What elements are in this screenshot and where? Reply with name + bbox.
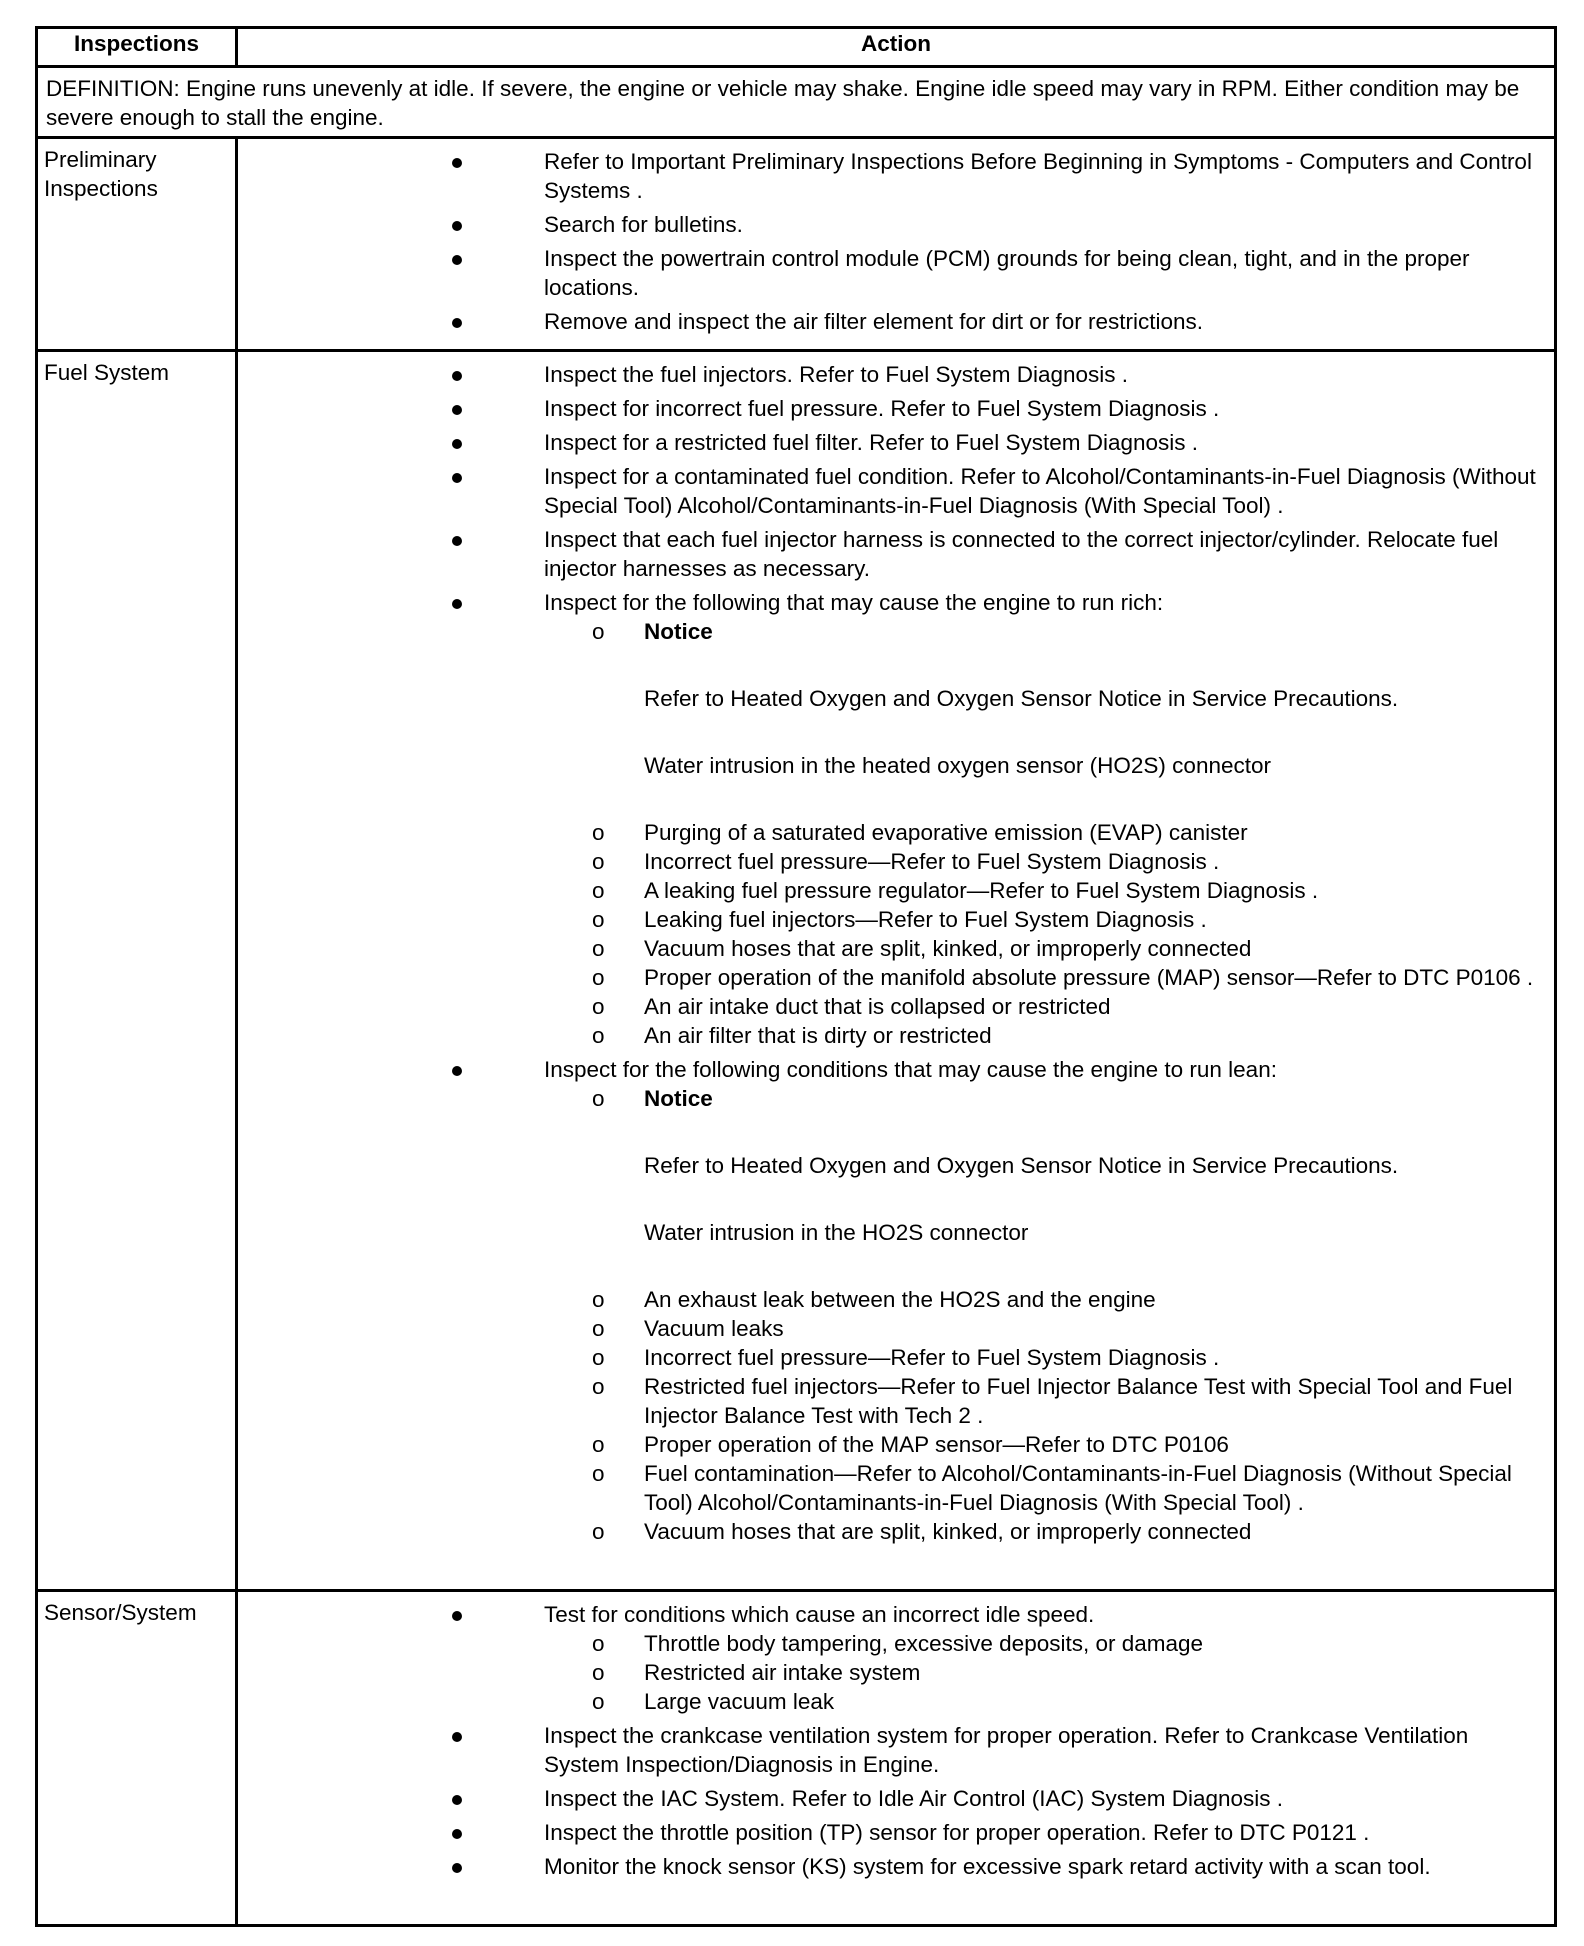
sub-list-rich bbox=[544, 617, 1546, 1050]
sub-list-item: o Incorrect fuel pressure—Refer to Fuel System Diagnosis . bbox=[644, 847, 1546, 876]
notice-item-text: Water intrusion in the heated oxygen sensor (HO2S) connector bbox=[644, 753, 1271, 778]
bullet-list bbox=[238, 360, 1546, 1546]
sub-list-item: o An exhaust leak between the HO2S and the engine bbox=[644, 1285, 1546, 1314]
sub-list-item: o Proper operation of the MAP sensor—Refer to DTC P0106 bbox=[644, 1430, 1546, 1459]
list-item: Inspect for a restricted fuel filter. Refer to Fuel System Diagnosis . bbox=[544, 428, 1546, 457]
notice-item-text: Water intrusion in the HO2S connector bbox=[644, 1220, 1029, 1245]
sub-list-item: o Vacuum hoses that are split, kinked, or improperly connected bbox=[644, 934, 1546, 963]
list-item: Inspect the fuel injectors. Refer to Fuel System Diagnosis . bbox=[544, 360, 1546, 389]
sub-list-item: o An air filter that is dirty or restricted bbox=[644, 1021, 1546, 1050]
notice-text: Refer to Heated Oxygen and Oxygen Sensor Notice in Service Precautions. bbox=[644, 686, 1399, 711]
list-item: Inspect the throttle position (TP) sensor for proper operation. Refer to DTC P0121 . bbox=[544, 1818, 1546, 1847]
table-row bbox=[37, 138, 1556, 351]
bullet-list bbox=[238, 1600, 1546, 1881]
header-action: Action bbox=[237, 28, 1556, 67]
list-item: Inspect that each fuel injector harness is connected to the correct injector/cylinder. Relocate fuel injector harnesses as necessary. bbox=[544, 525, 1546, 583]
list-item: Remove and inspect the air filter element for dirt or for restrictions. bbox=[544, 307, 1546, 336]
sub-list-idle bbox=[544, 1629, 1546, 1716]
list-item: Search for bulletins. bbox=[544, 210, 1546, 239]
row-actions-fuel-system bbox=[237, 351, 1556, 1591]
list-item-idle bbox=[544, 1600, 1546, 1716]
table-row bbox=[37, 1591, 1556, 1926]
sub-list-item: o Restricted air intake system bbox=[644, 1658, 1546, 1687]
definition-text: DEFINITION: Engine runs unevenly at idle. If severe, the engine or vehicle may shake. Engine idle speed may vary in RPM. Either condition may be severe enough to stall the engine. bbox=[37, 67, 1556, 138]
notice-text: Refer to Heated Oxygen and Oxygen Sensor Notice in Service Precautions. bbox=[644, 1153, 1399, 1178]
sub-list-item: o Vacuum leaks bbox=[644, 1314, 1546, 1343]
list-item: Monitor the knock sensor (KS) system for excessive spark retard activity with a scan tool. bbox=[544, 1852, 1546, 1881]
list-item: Inspect the powertrain control module (PCM) grounds for being clean, tight, and in the proper locations. bbox=[544, 244, 1546, 302]
sub-list-item: o Incorrect fuel pressure—Refer to Fuel System Diagnosis . bbox=[644, 1343, 1546, 1372]
sub-list-item: o Vacuum hoses that are split, kinked, or improperly connected bbox=[644, 1517, 1546, 1546]
notice-item bbox=[644, 617, 1546, 780]
header-row bbox=[37, 28, 1556, 67]
notice-item bbox=[644, 1084, 1546, 1247]
sub-list-item: o Restricted fuel injectors—Refer to Fuel Injector Balance Test with Special Tool and Fuel Injector Balance Test with Tech 2 . bbox=[644, 1372, 1546, 1430]
row-label-sensor-system: Sensor/System bbox=[37, 1591, 237, 1926]
definition-row bbox=[37, 67, 1556, 138]
sub-list-item: o Throttle body tampering, excessive deposits, or damage bbox=[644, 1629, 1546, 1658]
list-item: Inspect for incorrect fuel pressure. Refer to Fuel System Diagnosis . bbox=[544, 394, 1546, 423]
sub-list-item: o Leaking fuel injectors—Refer to Fuel System Diagnosis . bbox=[644, 905, 1546, 934]
table-row bbox=[37, 351, 1556, 1591]
list-item-lean bbox=[544, 1055, 1546, 1546]
sub-list-lean bbox=[544, 1084, 1546, 1546]
lean-intro: Inspect for the following conditions that may cause the engine to run lean: bbox=[544, 1057, 1277, 1082]
list-item: Inspect the crankcase ventilation system for proper operation. Refer to Crankcase Ventilation System Inspection/Diagnosis in Engine. bbox=[544, 1721, 1546, 1779]
sub-list-item: o Large vacuum leak bbox=[644, 1687, 1546, 1716]
list-item-rich bbox=[544, 588, 1546, 1050]
rich-intro: Inspect for the following that may cause the engine to run rich: bbox=[544, 590, 1164, 615]
sub-list-item: o A leaking fuel pressure regulator—Refer to Fuel System Diagnosis . bbox=[644, 876, 1546, 905]
diagnostic-table bbox=[35, 26, 1557, 1927]
list-item: Inspect the IAC System. Refer to Idle Air Control (IAC) System Diagnosis . bbox=[544, 1784, 1546, 1813]
list-item: Refer to Important Preliminary Inspections Before Beginning in Symptoms - Computers and Control Systems . bbox=[544, 147, 1546, 205]
row-label-fuel-system: Fuel System bbox=[37, 351, 237, 1591]
list-item: Inspect for a contaminated fuel condition. Refer to Alcohol/Contaminants-in-Fuel Diagnosis (Without Special Tool) Alcohol/Contaminants-in-Fuel Diagnosis (With Special Tool) . bbox=[544, 462, 1546, 520]
sub-list-item: o Fuel contamination—Refer to Alcohol/Contaminants-in-Fuel Diagnosis (Without Special Tool) Alcohol/Contaminants-in-Fuel Diagnosis (With Special Tool) . bbox=[644, 1459, 1546, 1517]
bullet-list bbox=[238, 147, 1546, 336]
notice-title: o Notice bbox=[644, 619, 713, 644]
sub-list-item: o An air intake duct that is collapsed or restricted bbox=[644, 992, 1546, 1021]
sub-list-item: o Proper operation of the manifold absolute pressure (MAP) sensor—Refer to DTC P0106 . bbox=[644, 963, 1546, 992]
notice-title: o Notice bbox=[644, 1086, 713, 1111]
row-actions-sensor-system bbox=[237, 1591, 1556, 1926]
sub-list-item: o Purging of a saturated evaporative emission (EVAP) canister bbox=[644, 818, 1546, 847]
row-actions-preliminary bbox=[237, 138, 1556, 351]
idle-intro: Test for conditions which cause an incorrect idle speed. bbox=[544, 1602, 1095, 1627]
row-label-preliminary: Preliminary Inspections bbox=[37, 138, 237, 351]
header-inspections: Inspections bbox=[37, 28, 237, 67]
